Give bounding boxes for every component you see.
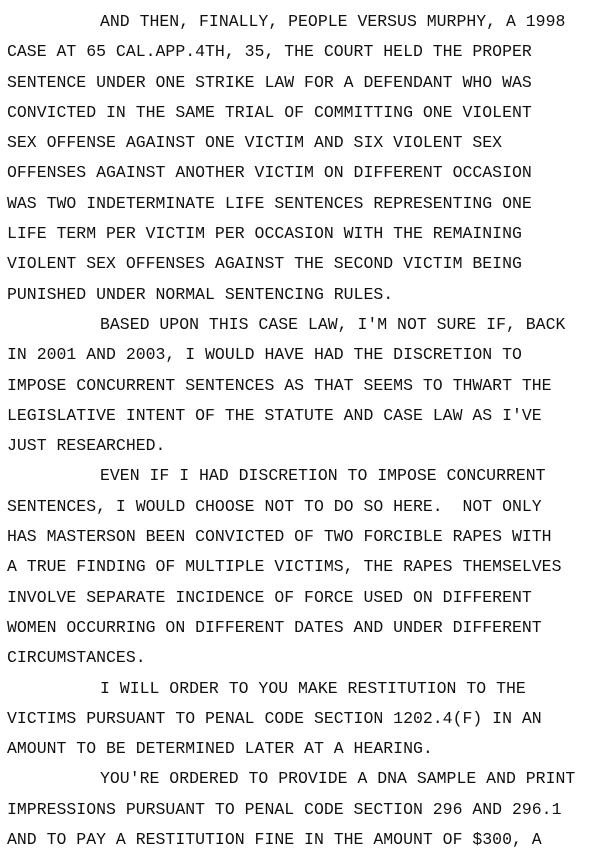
transcript-line: SENTENCES, I WOULD CHOOSE NOT TO DO SO HERE. NOT ONLY	[7, 496, 542, 516]
transcript-line: WAS TWO INDETERMINATE LIFE SENTENCES REPRESENTING ONE	[7, 193, 532, 213]
transcript-line: A TRUE FINDING OF MULTIPLE VICTIMS, THE RAPES THEMSELVES	[7, 557, 562, 577]
transcript-line: BASED UPON THIS CASE LAW, I'M NOT SURE IF, BACK	[100, 314, 566, 334]
transcript-line: LIFE TERM PER VICTIM PER OCCASION WITH THE REMAINING	[7, 224, 522, 244]
transcript-line: IN 2001 AND 2003, I WOULD HAVE HAD THE DISCRETION TO	[7, 345, 522, 365]
transcript-line: IMPOSE CONCURRENT SENTENCES AS THAT SEEMS TO THWART THE	[7, 375, 552, 395]
transcript-line: JUST RESEARCHED.	[7, 436, 166, 456]
transcript-page	[7, 7, 600, 855]
transcript-line: CONVICTED IN THE SAME TRIAL OF COMMITTING ONE VIOLENT	[7, 102, 532, 122]
transcript-line: VIOLENT SEX OFFENSES AGAINST THE SECOND VICTIM BEING	[7, 254, 522, 274]
transcript-line: PUNISHED UNDER NORMAL SENTENCING RULES.	[7, 284, 394, 304]
transcript-line: LEGISLATIVE INTENT OF THE STATUTE AND CASE LAW AS I'VE	[7, 405, 542, 425]
transcript-line: AND THEN, FINALLY, PEOPLE VERSUS MURPHY, A 1998	[100, 12, 566, 31]
transcript-line: SEX OFFENSE AGAINST ONE VICTIM AND SIX VIOLENT SEX	[7, 133, 503, 153]
transcript-line: INVOLVE SEPARATE INCIDENCE OF FORCE USED ON DIFFERENT	[7, 587, 532, 607]
transcript-line: WOMEN OCCURRING ON DIFFERENT DATES AND UNDER DIFFERENT	[7, 617, 542, 637]
transcript-line: SENTENCE UNDER ONE STRIKE LAW FOR A DEFENDANT WHO WAS	[7, 72, 532, 92]
transcript-line: CASE AT 65 CAL.APP.4TH, 35, THE COURT HELD THE PROPER	[7, 42, 532, 62]
transcript-line: CIRCUMSTANCES.	[7, 648, 146, 668]
transcript-line: AMOUNT TO BE DETERMINED LATER AT A HEARING.	[7, 739, 433, 759]
transcript-line: IMPRESSIONS PURSUANT TO PENAL CODE SECTION 296 AND 296.1	[7, 799, 562, 819]
transcript-line: AND TO PAY A RESTITUTION FINE IN THE AMOUNT OF $300, A	[7, 830, 542, 850]
transcript-text	[7, 7, 600, 855]
transcript-line: YOU'RE ORDERED TO PROVIDE A DNA SAMPLE AND PRINT	[100, 769, 576, 789]
transcript-line: I WILL ORDER TO YOU MAKE RESTITUTION TO THE	[100, 678, 526, 698]
transcript-line: EVEN IF I HAD DISCRETION TO IMPOSE CONCURRENT	[100, 466, 546, 486]
transcript-line: OFFENSES AGAINST ANOTHER VICTIM ON DIFFERENT OCCASION	[7, 163, 532, 183]
transcript-line: HAS MASTERSON BEEN CONVICTED OF TWO FORCIBLE RAPES WITH	[7, 527, 552, 547]
transcript-line: VICTIMS PURSUANT TO PENAL CODE SECTION 1202.4(F) IN AN	[7, 708, 542, 728]
